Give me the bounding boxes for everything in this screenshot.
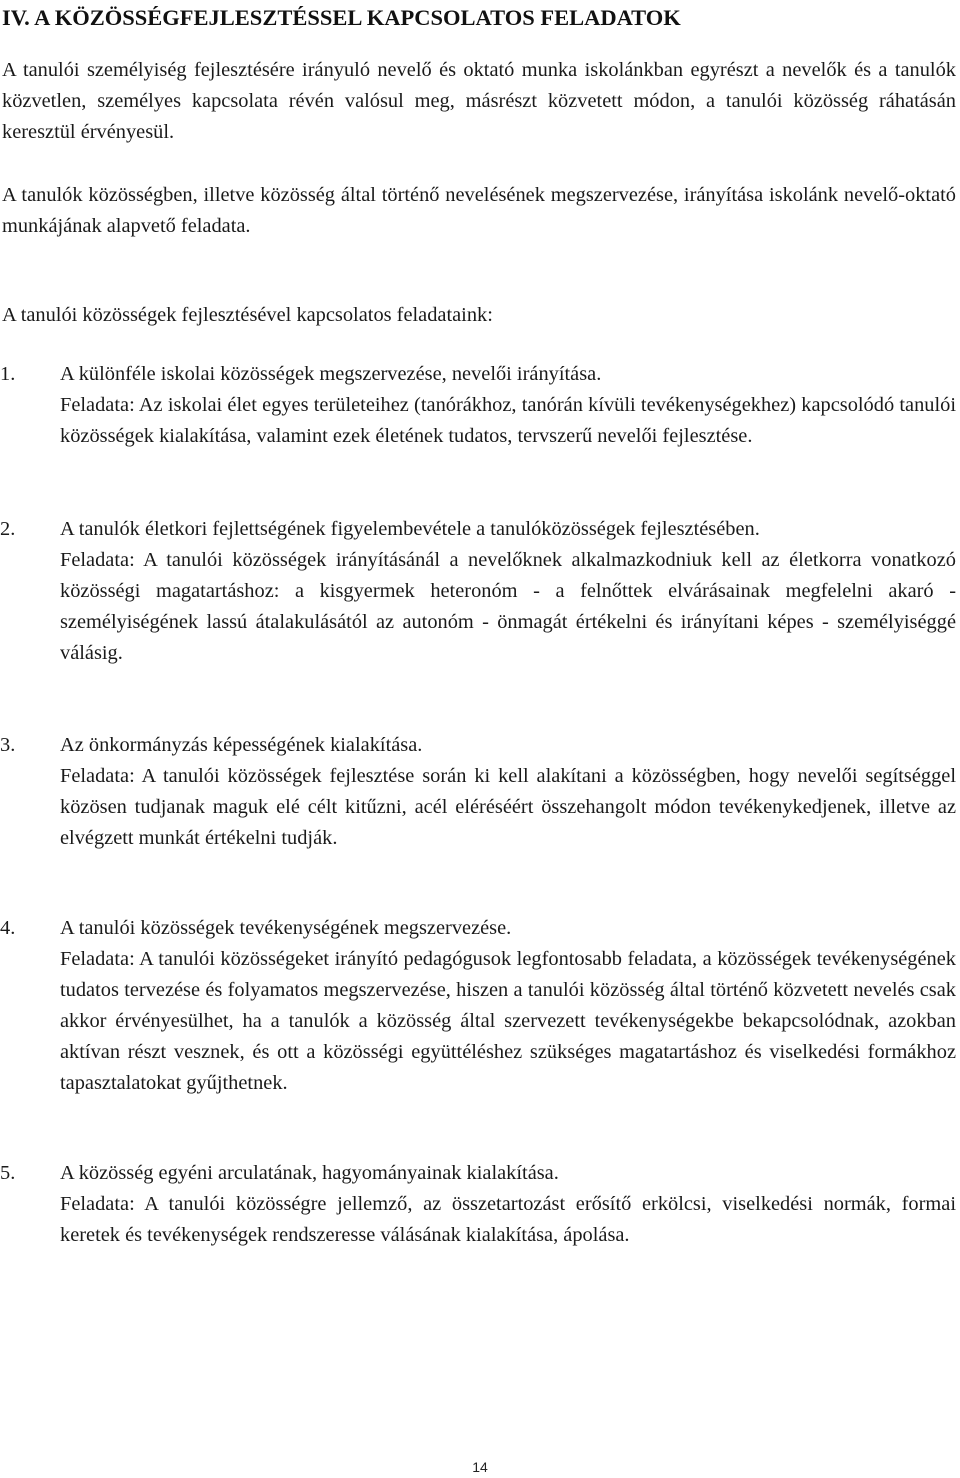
list-item-title: A tanulói közösségek tevékenységének megszervezése. — [60, 917, 512, 939]
list-item-4 — [0, 913, 956, 1099]
section-heading: IV. A KÖZÖSSÉGFEJLESZTÉSSEL KAPCSOLATOS FELADATOK — [2, 5, 681, 30]
list-item-body: Feladata: A tanulói közösségek irányításánál a nevelőknek alkalmazkodniuk kell az életkorra vonatkozó közösségi magatartáshoz: a kisgyermek heteronóm - a felnőttek elvárásainak megfelelni akaró - személyiségének lassú átalakulásától az autonóm - önmagát értékelni és irányítani képes - személyiséggé válásig. — [60, 549, 956, 664]
list-item-number: 2. — [0, 518, 16, 540]
list-item-title: A tanulók életkori fejlettségének figyelembevétele a tanulóközösségek fejlesztésében. — [60, 518, 760, 540]
list-item-body: Feladata: A tanulói közösségeket irányító pedagógusok legfontosabb feladata, a közösségek tevékenységének tudatos tervezése és folyamatos megszervezése, hiszen a tanulói közösség által történő közvetett nevelés csak akkor érvényesülhet, ha a tanulók a közösség által szervezett tevékenységekbe bekapcsolódnak, azokban aktívan részt vesznek, és ott a közösségi együttéléshez szükséges magatartáshoz és viselkedési formákhoz tapasztalatokat gyűjthetnek. — [60, 948, 956, 1094]
list-item-number: 4. — [0, 917, 16, 939]
intro-paragraph-1: A tanulói személyiség fejlesztésére irányuló nevelő és oktató munka iskolánkban egyrészt a nevelők és a tanulók közvetlen, személyes kapcsolata révén valósul meg, másrészt közvetett módon, a tanulói közösség ráhatásán keresztül érvényesül. — [2, 59, 956, 143]
list-item-title: A különféle iskolai közösségek megszervezése, nevelői irányítása. — [60, 363, 602, 385]
list-item-5 — [0, 1158, 956, 1251]
page-number: 14 — [472, 1459, 488, 1475]
intro-paragraph-2: A tanulók közösségben, illetve közösség által történő nevelésének megszervezése, irányítása iskolánk nevelő-oktató munkájának alapvető feladata. — [2, 184, 956, 237]
intro-paragraph-3: A tanulói közösségek fejlesztésével kapcsolatos feladataink: — [2, 304, 493, 326]
list-item-title: Az önkormányzás képességének kialakítása. — [60, 734, 423, 756]
list-item-body: Feladata: A tanulói közösségek fejlesztése során ki kell alakítani a közösségben, hogy nevelői segítséggel közösen tudjanak maguk elé célt kitűzni, acél eléréséért összehangolt módon tevékenykedjenek, illetve az elvégzett munkát értékelni tudják. — [60, 765, 956, 849]
list-item-number: 5. — [0, 1162, 16, 1184]
list-item-title: A közösség egyéni arculatának, hagyományainak kialakítása. — [60, 1162, 559, 1184]
list-item-1 — [0, 359, 956, 452]
list-item-2 — [0, 514, 956, 669]
list-item-3 — [0, 730, 956, 854]
list-item-body: Feladata: A tanulói közösségre jellemző, az összetartozást erősítő erkölcsi, viselkedési normák, formai keretek és tevékenységek rendszeresse válásának kialakítása, ápolása. — [60, 1193, 956, 1246]
list-item-number: 3. — [0, 734, 16, 756]
list-item-number: 1. — [0, 363, 16, 385]
list-item-body: Feladata: Az iskolai élet egyes területeihez (tanórákhoz, tanórán kívüli tevékenységekhez) kapcsolódó tanulói közösségek kialakítása, valamint ezek életének tudatos, tervszerű nevelői fejlesztése. — [60, 394, 956, 447]
